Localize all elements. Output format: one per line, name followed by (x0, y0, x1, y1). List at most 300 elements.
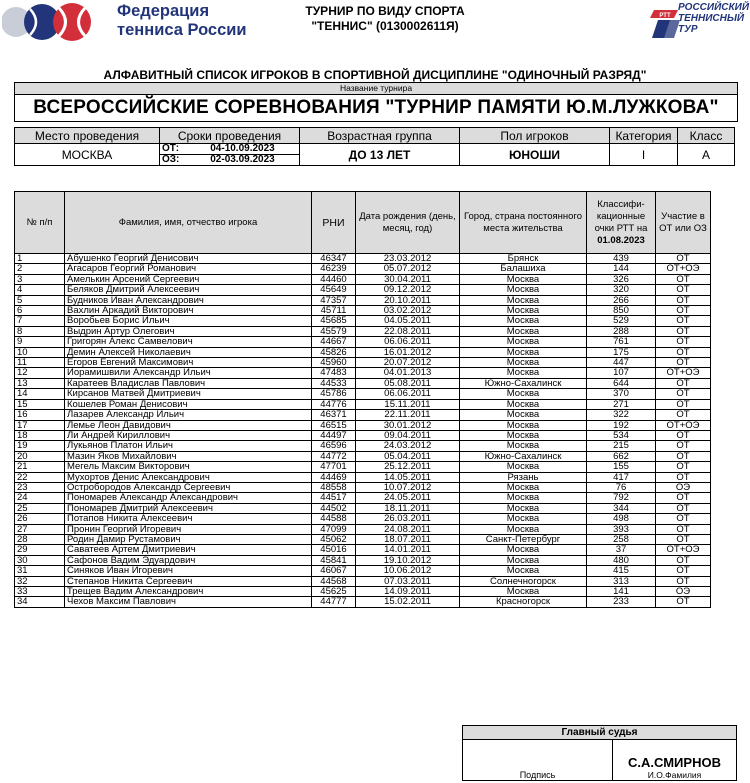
cell-dob: 25.12.2011 (356, 462, 460, 472)
cell-name: Саватеев Артем Дмитриевич (65, 545, 312, 555)
cell-city: Москва (460, 389, 587, 399)
cell-rni: 46347 (312, 254, 356, 264)
cell-participation: ОТ (656, 566, 711, 576)
cell-dob: 18.11.2011 (356, 503, 460, 513)
cell-city: Рязань (460, 472, 587, 482)
cell-dob: 22.08.2011 (356, 326, 460, 336)
info-class: А (678, 144, 735, 166)
cell-participation: ОТ (656, 274, 711, 284)
cell-city: Москва (460, 482, 587, 492)
cell-num: 32 (15, 576, 65, 586)
tennis-balls-icon (2, 2, 102, 42)
table-row (15, 347, 711, 357)
cell-num: 23 (15, 482, 65, 492)
cell-rating: 37 (587, 545, 656, 555)
table-row (15, 264, 711, 274)
cell-dob: 24.03.2012 (356, 441, 460, 451)
cell-participation: ОТ (656, 389, 711, 399)
cell-participation: ОТ (656, 378, 711, 388)
cell-rating: 534 (587, 430, 656, 440)
cell-rni: 47099 (312, 524, 356, 534)
info-category: I (610, 144, 678, 166)
cell-num: 12 (15, 368, 65, 378)
cell-num: 22 (15, 472, 65, 482)
cell-dob: 24.08.2011 (356, 524, 460, 534)
cell-city: Брянск (460, 254, 587, 264)
cell-city: Москва (460, 316, 587, 326)
cell-rating: 792 (587, 493, 656, 503)
cell-name: Будников Иван Александрович (65, 295, 312, 305)
rtt-mark: РТТ (659, 13, 671, 19)
info-age-group: ДО 13 ЛЕТ (300, 144, 460, 166)
cell-city: Солнечногорск (460, 576, 587, 586)
cell-name: Трещев Вадим Александрович (65, 587, 312, 597)
cell-rni: 45841 (312, 555, 356, 565)
cell-num: 27 (15, 524, 65, 534)
info-header-row (15, 128, 735, 144)
cell-city: Москва (460, 441, 587, 451)
cell-rating: 288 (587, 326, 656, 336)
cell-num: 4 (15, 285, 65, 295)
players-table (14, 191, 711, 608)
cell-dob: 26.03.2011 (356, 514, 460, 524)
cell-city: Москва (460, 326, 587, 336)
chief-judge-title: Главный судья (463, 726, 737, 740)
cell-rni: 44460 (312, 274, 356, 284)
rtt-line3: ТУР (678, 24, 698, 35)
cell-city: Москва (460, 399, 587, 409)
cell-city: Москва (460, 274, 587, 284)
cell-participation: ОТ (656, 358, 711, 368)
cell-rating: 480 (587, 555, 656, 565)
cell-num: 7 (15, 316, 65, 326)
judge-name-cell (613, 740, 737, 781)
cell-participation: ОТ (656, 472, 711, 482)
cell-name: Григорян Алекс Самвелович (65, 337, 312, 347)
cell-num: 9 (15, 337, 65, 347)
info-from-label: ОТ: (162, 143, 180, 154)
cell-rating: 417 (587, 472, 656, 482)
cell-rating: 761 (587, 337, 656, 347)
cell-num: 21 (15, 462, 65, 472)
cell-num: 13 (15, 378, 65, 388)
cell-num: 8 (15, 326, 65, 336)
cell-rni: 45786 (312, 389, 356, 399)
cell-dob: 19.10.2012 (356, 555, 460, 565)
cell-dob: 14.09.2011 (356, 587, 460, 597)
cell-city: Москва (460, 545, 587, 555)
cell-rni: 46596 (312, 441, 356, 451)
cell-dob: 10.06.2012 (356, 566, 460, 576)
cell-rni: 44588 (312, 514, 356, 524)
cell-name: Чехов Максим Павлович (65, 597, 312, 607)
cell-rni: 46067 (312, 566, 356, 576)
cell-rating: 439 (587, 254, 656, 264)
tournament-info-table (14, 127, 735, 166)
col-header-participation: Участие в ОТ или ОЗ (656, 192, 711, 254)
cell-participation: ОТ (656, 410, 711, 420)
cell-name: Вахлин Аркадий Викторович (65, 306, 312, 316)
cell-rating: 644 (587, 378, 656, 388)
cell-rni: 48558 (312, 482, 356, 492)
table-row (15, 587, 711, 597)
cell-rni: 45826 (312, 347, 356, 357)
col-header-dob: Дата рождения (день, месяц, год) (356, 192, 460, 254)
cell-dob: 06.06.2011 (356, 389, 460, 399)
cell-name: Иорамишвили Александр Ильич (65, 368, 312, 378)
info-oz-value: 02-03.09.2023 (210, 154, 275, 165)
cell-dob: 05.08.2011 (356, 378, 460, 388)
cell-num: 24 (15, 493, 65, 503)
players-header-row (15, 192, 711, 254)
table-row (15, 430, 711, 440)
judge-name: С.А.СМИРНОВ (628, 755, 721, 770)
cell-participation: ОТ (656, 514, 711, 524)
table-row (15, 399, 711, 409)
cell-name: Кирсанов Матвей Дмитриевич (65, 389, 312, 399)
table-row (15, 493, 711, 503)
tournament-name-label: Название турнира (14, 82, 738, 94)
cell-participation: ОТ (656, 503, 711, 513)
col-header-rating-date: 01.08.2023 (597, 234, 645, 246)
cell-city: Москва (460, 410, 587, 420)
cell-participation: ОТ (656, 295, 711, 305)
cell-rni: 45579 (312, 326, 356, 336)
cell-dob: 04.05.2011 (356, 316, 460, 326)
cell-participation: ОТ (656, 337, 711, 347)
cell-city: Москва (460, 462, 587, 472)
cell-rni: 45625 (312, 587, 356, 597)
judge-name-label: И.О.Фамилия (647, 770, 702, 780)
cell-num: 6 (15, 306, 65, 316)
cell-name: Агасаров Георгий Романович (65, 264, 312, 274)
table-row (15, 597, 711, 607)
table-row (15, 316, 711, 326)
cell-rni: 46239 (312, 264, 356, 274)
table-row (15, 503, 711, 513)
info-header-age: Возрастная группа (300, 128, 460, 144)
cell-rating: 393 (587, 524, 656, 534)
cell-name: Абушенко Георгий Денисович (65, 254, 312, 264)
cell-city: Москва (460, 503, 587, 513)
tournament-kind-line1: ТУРНИР ПО ВИДУ СПОРТА (305, 4, 465, 18)
table-row (15, 545, 711, 555)
cell-participation: ОТ (656, 576, 711, 586)
cell-dob: 10.07.2012 (356, 482, 460, 492)
rtt-logo (648, 2, 750, 42)
cell-city: Москва (460, 347, 587, 357)
cell-num: 10 (15, 347, 65, 357)
chief-judge-block (462, 725, 737, 781)
cell-participation: ОТ (656, 430, 711, 440)
federation-name (117, 2, 247, 40)
cell-rni: 47701 (312, 462, 356, 472)
cell-rating: 271 (587, 399, 656, 409)
cell-city: Балашиха (460, 264, 587, 274)
federation-name-line2: тенниса России (117, 21, 247, 39)
info-from-value: 04-10.09.2023 (210, 143, 275, 154)
info-header-place: Место проведения (15, 128, 160, 144)
cell-num: 25 (15, 503, 65, 513)
cell-rni: 45960 (312, 358, 356, 368)
cell-city: Москва (460, 555, 587, 565)
cell-city: Москва (460, 368, 587, 378)
cell-name: Степанов Никита Сергеевич (65, 576, 312, 586)
cell-city: Москва (460, 337, 587, 347)
cell-name: Амелькин Арсений Сергеевич (65, 274, 312, 284)
cell-num: 26 (15, 514, 65, 524)
cell-rating: 850 (587, 306, 656, 316)
cell-rni: 45685 (312, 316, 356, 326)
table-row (15, 295, 711, 305)
cell-city: Москва (460, 295, 587, 305)
col-header-rating-line3: очки РТТ на (594, 222, 648, 234)
cell-rating: 192 (587, 420, 656, 430)
cell-dob: 09.12.2012 (356, 285, 460, 295)
cell-rating: 529 (587, 316, 656, 326)
cell-rni: 44502 (312, 503, 356, 513)
cell-rni: 44776 (312, 399, 356, 409)
cell-name: Сафонов Вадим Эдуардович (65, 555, 312, 565)
signature-label: Подпись (463, 740, 613, 781)
table-row (15, 524, 711, 534)
cell-num: 1 (15, 254, 65, 264)
cell-rating: 76 (587, 482, 656, 492)
cell-dob: 20.10.2011 (356, 295, 460, 305)
cell-dob: 30.04.2011 (356, 274, 460, 284)
cell-rating: 155 (587, 462, 656, 472)
cell-city: Санкт-Петербург (460, 534, 587, 544)
table-row (15, 420, 711, 430)
cell-num: 5 (15, 295, 65, 305)
cell-dob: 06.06.2011 (356, 337, 460, 347)
table-row (15, 306, 711, 316)
cell-rating: 370 (587, 389, 656, 399)
federation-name-line1: Федерация (117, 2, 210, 20)
cell-name: Воробьев Борис Ильич (65, 316, 312, 326)
rtt-line2: ТЕННИСНЫЙ (678, 13, 745, 24)
cell-name: Родин Дамир Рустамович (65, 534, 312, 544)
cell-participation: ОТ (656, 451, 711, 461)
cell-rni: 44667 (312, 337, 356, 347)
info-header-category: Категория (610, 128, 678, 144)
cell-participation: ОЭ (656, 482, 711, 492)
cell-num: 15 (15, 399, 65, 409)
cell-name: Мухортов Денис Александрович (65, 472, 312, 482)
table-row (15, 566, 711, 576)
table-row (15, 441, 711, 451)
cell-participation: ОТ (656, 555, 711, 565)
cell-participation: ОТ (656, 524, 711, 534)
cell-name: Кошелев Роман Денисович (65, 399, 312, 409)
cell-rni: 44517 (312, 493, 356, 503)
cell-name: Мазин Яков Михайлович (65, 451, 312, 461)
cell-rni: 44568 (312, 576, 356, 586)
cell-rating: 662 (587, 451, 656, 461)
tournament-name: ВСЕРОССИЙСКИЕ СОРЕВНОВАНИЯ "ТУРНИР ПАМЯТИ Ю.М.ЛУЖКОВА" (14, 94, 738, 122)
cell-rni: 44772 (312, 451, 356, 461)
cell-participation: ОТ+ОЭ (656, 264, 711, 274)
cell-name: Пономарев Дмитрий Алексеевич (65, 503, 312, 513)
cell-rating: 415 (587, 566, 656, 576)
cell-participation: ОТ (656, 597, 711, 607)
cell-num: 28 (15, 534, 65, 544)
cell-rating: 215 (587, 441, 656, 451)
cell-rni: 44469 (312, 472, 356, 482)
cell-dob: 18.07.2011 (356, 534, 460, 544)
cell-name: Лазарев Александр Ильич (65, 410, 312, 420)
cell-name: Выдрин Артур Олегович (65, 326, 312, 336)
table-row (15, 337, 711, 347)
info-gender: ЮНОШИ (460, 144, 610, 166)
cell-dob: 04.01.2013 (356, 368, 460, 378)
cell-rating: 107 (587, 368, 656, 378)
rtt-emblem-icon (648, 6, 682, 40)
cell-name: Мегель Максим Викторович (65, 462, 312, 472)
cell-participation: ОТ (656, 441, 711, 451)
cell-rating: 258 (587, 534, 656, 544)
cell-rating: 320 (587, 285, 656, 295)
cell-rni: 44777 (312, 597, 356, 607)
table-row (15, 514, 711, 524)
table-row (15, 555, 711, 565)
cell-name: Лукьянов Платон Ильич (65, 441, 312, 451)
cell-rating: 447 (587, 358, 656, 368)
cell-participation: ОТ (656, 347, 711, 357)
table-row (15, 482, 711, 492)
cell-city: Москва (460, 358, 587, 368)
table-row (15, 368, 711, 378)
col-header-name: Фамилия, имя, отчество игрока (65, 192, 312, 254)
cell-name: Лемье Леон Давидович (65, 420, 312, 430)
cell-participation: ОТ+ОЭ (656, 545, 711, 555)
cell-name: Ли Андрей Кириллович (65, 430, 312, 440)
cell-name: Синяков Иван Игоревич (65, 566, 312, 576)
cell-rni: 45016 (312, 545, 356, 555)
cell-num: 19 (15, 441, 65, 451)
cell-num: 3 (15, 274, 65, 284)
cell-num: 16 (15, 410, 65, 420)
col-header-num: № п/п (15, 192, 65, 254)
cell-rating: 266 (587, 295, 656, 305)
rtt-line1: РОССИЙСКИЙ (678, 2, 750, 13)
cell-num: 29 (15, 545, 65, 555)
table-row (15, 410, 711, 420)
cell-participation: ОТ (656, 306, 711, 316)
cell-rating: 326 (587, 274, 656, 284)
info-value-row (15, 144, 735, 166)
cell-city: Москва (460, 430, 587, 440)
cell-dob: 05.04.2011 (356, 451, 460, 461)
table-row (15, 285, 711, 295)
cell-dob: 14.05.2011 (356, 472, 460, 482)
cell-rating: 498 (587, 514, 656, 524)
table-row (15, 534, 711, 544)
cell-dob: 16.01.2012 (356, 347, 460, 357)
cell-num: 31 (15, 566, 65, 576)
cell-participation: ОТ+ОЭ (656, 368, 711, 378)
cell-city: Москва (460, 524, 587, 534)
tournament-kind (290, 4, 480, 34)
cell-rating: 175 (587, 347, 656, 357)
cell-dob: 14.01.2011 (356, 545, 460, 555)
cell-rating: 313 (587, 576, 656, 586)
info-place: МОСКВА (15, 144, 160, 166)
cell-participation: ОТ (656, 254, 711, 264)
table-row (15, 472, 711, 482)
table-row (15, 326, 711, 336)
cell-name: Потапов Никита Алексеевич (65, 514, 312, 524)
table-row (15, 378, 711, 388)
cell-rating: 141 (587, 587, 656, 597)
cell-rni: 44533 (312, 378, 356, 388)
cell-rating: 144 (587, 264, 656, 274)
cell-rni: 46515 (312, 420, 356, 430)
cell-participation: ОТ (656, 534, 711, 544)
cell-participation: ОТ (656, 316, 711, 326)
cell-participation: ОТ (656, 399, 711, 409)
cell-dob: 09.04.2011 (356, 430, 460, 440)
cell-dob: 30.01.2012 (356, 420, 460, 430)
cell-rni: 45649 (312, 285, 356, 295)
cell-city: Южно-Сахалинск (460, 378, 587, 388)
table-row (15, 389, 711, 399)
col-header-city: Город, страна постоянного места жительства (460, 192, 587, 254)
table-row (15, 451, 711, 461)
cell-rni: 44497 (312, 430, 356, 440)
info-header-class: Класс (678, 128, 735, 144)
cell-participation: ОТ (656, 285, 711, 295)
tournament-kind-line2: "ТЕННИС" (0130002611Я) (311, 19, 459, 33)
cell-dob: 22.11.2011 (356, 410, 460, 420)
cell-num: 14 (15, 389, 65, 399)
cell-name: Беляков Дмитрий Алексеевич (65, 285, 312, 295)
cell-rating: 233 (587, 597, 656, 607)
federation-logo (0, 0, 290, 44)
cell-num: 2 (15, 264, 65, 274)
rtt-text (678, 2, 749, 35)
cell-name: Остробородов Александр Сергеевич (65, 482, 312, 492)
cell-participation: ОТ (656, 493, 711, 503)
info-header-gender: Пол игроков (460, 128, 610, 144)
cell-participation: ОТ (656, 326, 711, 336)
cell-rni: 47357 (312, 295, 356, 305)
cell-city: Москва (460, 587, 587, 597)
cell-name: Егоров Евгений Максимович (65, 358, 312, 368)
cell-num: 11 (15, 358, 65, 368)
cell-dob: 24.05.2011 (356, 493, 460, 503)
cell-city: Красногорск (460, 597, 587, 607)
info-oz-label: ОЗ: (162, 154, 180, 165)
cell-name: Каратеев Владислав Павлович (65, 378, 312, 388)
col-header-rating-line2: кационные (596, 210, 646, 222)
cell-num: 17 (15, 420, 65, 430)
cell-num: 33 (15, 587, 65, 597)
cell-city: Москва (460, 566, 587, 576)
cell-dob: 15.11.2011 (356, 399, 460, 409)
cell-participation: ОЭ (656, 587, 711, 597)
table-row (15, 576, 711, 586)
col-header-rating (587, 192, 656, 254)
cell-name: Пономарев Александр Александрович (65, 493, 312, 503)
cell-city: Москва (460, 514, 587, 524)
table-row (15, 358, 711, 368)
cell-city: Москва (460, 306, 587, 316)
cell-num: 34 (15, 597, 65, 607)
cell-name: Демин Алексей Николаевич (65, 347, 312, 357)
col-header-rating-line1: Классифи- (597, 198, 645, 210)
cell-rni: 46371 (312, 410, 356, 420)
